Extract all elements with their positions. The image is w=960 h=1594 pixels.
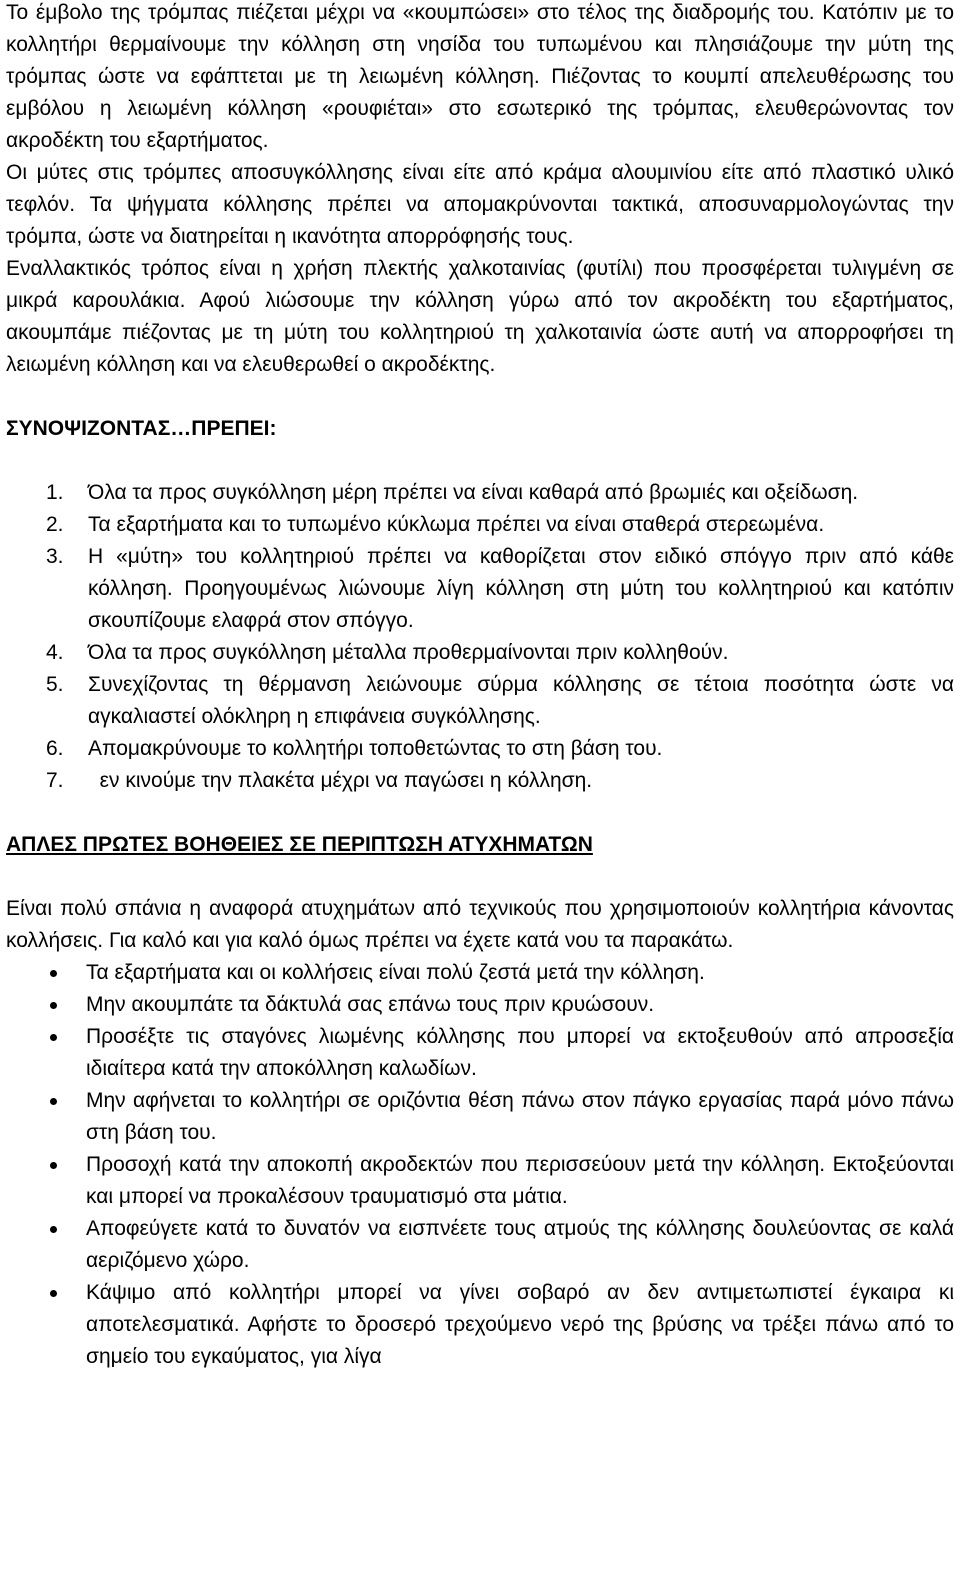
bullet-icon xyxy=(6,1213,86,1277)
bullet-icon xyxy=(6,1277,86,1373)
bullet-item xyxy=(6,989,954,1021)
paragraph-desoldering-pump: Το έμβολο της τρόμπας πιέζεται μέχρι να «κουμπώσει» στο τέλος της διαδρομής του. Κατόπιν με το κολλητήρι θερμαίνουμε την κόλληση στη νησίδα του τυπωμένου και πλησιάζουμε την μύτη της τρόμπας ώστε να εφάπτεται με τη λειωμένη κόλληση. Πιέζοντας το κουμπί απελευθέρωσης του εμβόλου η λειωμένη κόλληση «ρουφιέται» στο εσωτερικό της τρόμπας, ελευθερώνοντας τον ακροδέκτη του εξαρτήματος. xyxy=(6,1,954,152)
summary-heading: ΣΥΝΟΨΙΖΟΝΤΑΣ…ΠΡΕΠΕΙ: xyxy=(6,417,277,440)
list-item xyxy=(6,477,954,509)
list-text: Όλα τα προς συγκόλληση μέταλλα προθερμαίνονται πριν κολληθούν. xyxy=(88,641,729,664)
paragraph-desoldering-braid: Εναλλακτικός τρόπος είναι η χρήση πλεκτής χαλκοταινίας (φυτίλι) που προσφέρεται τυλιγμένη σε μικρά καρουλάκια. Αφού λιώσουμε την κόλληση γύρω από τον ακροδέκτη του εξαρτήματος, ακουμπάμε πιέζοντας με τη μύτη του κολλητηριού τη χαλκοταινία ώστε αυτή να απορροφήσει τη λειωμένη κόλληση και να ελευθερωθεί ο ακροδέκτης. xyxy=(6,257,954,376)
bullet-icon xyxy=(6,1021,86,1085)
bullet-text: Προσέξτε τις σταγόνες λιωμένης κόλλησης που μπορεί να εκτοξευθούν από απροσεξία ιδιαίτερα κατά την αποκόλληση καλωδίων. xyxy=(86,1025,954,1080)
list-text: Συνεχίζοντας τη θέρμανση λειώνουμε σύρμα κόλλησης σε τέτοια ποσότητα ώστε να αγκαλιαστεί ολόκληρη η επιφάνεια συγκόλλησης. xyxy=(88,673,954,728)
list-item xyxy=(6,541,954,637)
list-number: 7. xyxy=(46,769,64,792)
bullet-text: Μην αφήνεται το κολλητήρι σε οριζόντια θέση πάνω στον πάγκο εργασίας παρά μόνο πάνω στη βάση του. xyxy=(86,1089,954,1144)
bullet-text: Κάψιμο από κολλητήρι μπορεί να γίνει σοβαρό αν δεν αντιμετωπιστεί έγκαιρα κι αποτελεσματικά. Αφήστε το δροσερό τρεχούμενο νερό της βρύσης να τρέξει πάνω από το σημείο του εγκαύματος, για λίγα xyxy=(86,1281,954,1368)
list-item xyxy=(6,733,954,765)
list-text: Τα εξαρτήματα και το τυπωμένο κύκλωμα πρέπει να είναι σταθερά στερεωμένα. xyxy=(88,513,825,536)
bullet-text: Μην ακουμπάτε τα δάκτυλά σας επάνω τους πριν κρυώσουν. xyxy=(86,993,655,1016)
bullet-icon xyxy=(6,989,86,1021)
bullet-icon xyxy=(6,957,86,989)
list-item xyxy=(6,765,954,797)
list-number: 1. xyxy=(46,481,64,504)
list-text: Η «μύτη» του κολλητηριού πρέπει να καθορίζεται στον ειδικό σπόγγο πριν από κάθε κόλληση. Προηγουμένως λιώνουμε λίγη κόλληση στη μύτη του κολλητηριού και κατόπιν σκουπίζουμε ελαφρά στον σπόγγο. xyxy=(88,545,954,632)
bullet-item xyxy=(6,957,954,989)
bullet-item xyxy=(6,1085,954,1149)
list-number: 6. xyxy=(46,737,64,760)
list-item xyxy=(6,669,954,733)
bullet-text: Προσοχή κατά την αποκοπή ακροδεκτών που περισσεύουν μετά την κόλληση. Εκτοξεύονται και μπορεί να προκαλέσουν τραυματισμό στα μάτια. xyxy=(86,1153,954,1208)
first-aid-bullets xyxy=(6,957,954,1373)
bullet-item xyxy=(6,1277,954,1373)
list-item xyxy=(6,637,954,669)
bullet-icon xyxy=(6,1149,86,1213)
first-aid-heading: ΑΠΛΕΣ ΠΡΩΤΕΣ ΒΟΗΘΕΙΕΣ ΣΕ ΠΕΡΙΠΤΩΣΗ ΑΤΥΧΗΜΑΤΩΝ xyxy=(6,833,593,856)
list-text: Όλα τα προς συγκόλληση μέρη πρέπει να είναι καθαρά από βρωμιές και οξείδωση. xyxy=(88,481,859,504)
list-text: εν κινούμε την πλακέτα μέχρι να παγώσει η κόλληση. xyxy=(88,769,593,792)
list-text: Απομακρύνουμε το κολλητήρι τοποθετώντας το στη βάση του. xyxy=(88,737,663,760)
bullet-item xyxy=(6,1213,954,1277)
list-item xyxy=(6,509,954,541)
bullet-item xyxy=(6,1021,954,1085)
list-number: 2. xyxy=(46,513,64,536)
paragraph-pump-tips: Οι μύτες στις τρόμπες αποσυγκόλλησης είναι είτε από κράμα αλουμινίου είτε από πλαστικό υλικό τεφλόν. Τα ψήγματα κόλλησης πρέπει να απομακρύνονται τακτικά, αποσυναρμολογώντας την τρόμπα, ώστε να διατηρείται η ικανότητα απορρόφησής τους. xyxy=(6,161,954,248)
bullet-text: Τα εξαρτήματα και οι κολλήσεις είναι πολύ ζεστά μετά την κόλληση. xyxy=(86,961,705,984)
bullet-text: Αποφεύγετε κατά το δυνατόν να εισπνέετε τους ατμούς της κόλλησης δουλεύοντας σε καλά αεριζόμενο χώρο. xyxy=(86,1217,954,1272)
bullet-icon xyxy=(6,1085,86,1149)
summary-list xyxy=(6,477,954,797)
bullet-item xyxy=(6,1149,954,1213)
list-number: 5. xyxy=(46,673,64,696)
first-aid-intro: Είναι πολύ σπάνια η αναφορά ατυχημάτων από τεχνικούς που χρησιμοποιούν κολλητήρια κάνοντας κολλήσεις. Για καλό και για καλό όμως πρέπει να έχετε κατά νου τα παρακάτω. xyxy=(6,897,954,952)
list-number: 4. xyxy=(46,641,64,664)
list-number: 3. xyxy=(46,545,64,568)
